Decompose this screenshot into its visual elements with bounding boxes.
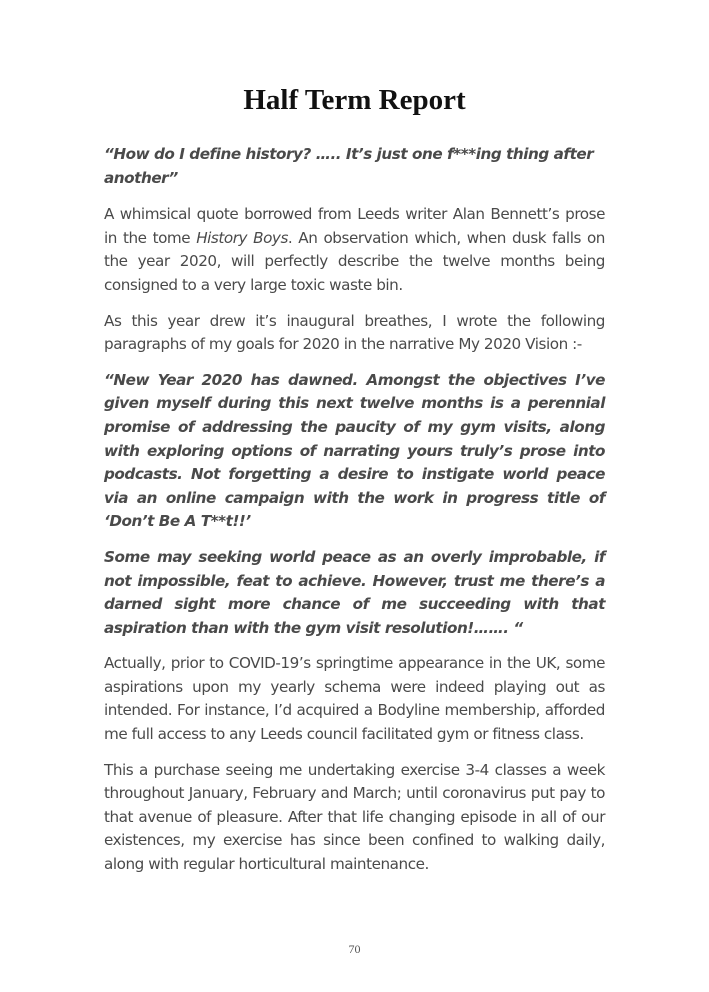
opening-quote: “How do I define history? ….. It’s just one f***ing thing after another” (104, 145, 594, 187)
paragraph-text: A whimsical quote borrowed from Leeds writer Alan Bennett’s prose in the tome (104, 205, 605, 247)
paragraph-text: . An observation which, when dusk falls on the year 2020, will perfectly describe the twelve months being consigned to a very large toxic waste bin. (104, 228, 605, 294)
page-number: 70 (348, 942, 361, 956)
body-text (104, 143, 605, 889)
paragraph-covid-aspirations: Actually, prior to COVID-19’s springtime appearance in the UK, some aspirations upon my yearly schema were indeed playing out as intended. For instance, I’d acquired a Bodyline membership, afforded me full access to any Leeds council facilitated gym or fitness class. (104, 654, 605, 744)
paragraph-bennett-quote (104, 203, 605, 297)
page-title: Half Term Report (243, 84, 466, 116)
quoted-goals-paragraph: “New Year 2020 has dawned. Amongst the objectives I’ve given myself during this next twelve months is a perennial promise of addressing the paucity of my gym visits, along with exploring options of narrating yours truly’s prose into podcasts. Not forgetting a desire to instigate world peace via an online campaign with the work in progress title of ‘Don’t Be A T**t!!’ (104, 370, 605, 531)
book-title: History Boys (196, 228, 288, 247)
paragraph-2020-vision: As this year drew it’s inaugural breathes, I wrote the following paragraphs of my goals for 2020 in the narrative My 2020 Vision :- (104, 311, 605, 354)
paragraph-exercise: This a purchase seeing me undertaking exercise 3-4 classes a week throughout January, February and March; until coronavirus put pay to that avenue of pleasure. After that life changing episode in all of our existences, my exercise has since been confined to walking daily, along with regular horticultural maintenance. (104, 760, 605, 874)
quoted-world-peace-paragraph: Some may seeking world peace as an overly improbable, if not impossible, feat to achieve. However, trust me there’s a darned sight more chance of me succeeding with that aspiration than with the gym visit resolution!……. “ (104, 547, 605, 637)
